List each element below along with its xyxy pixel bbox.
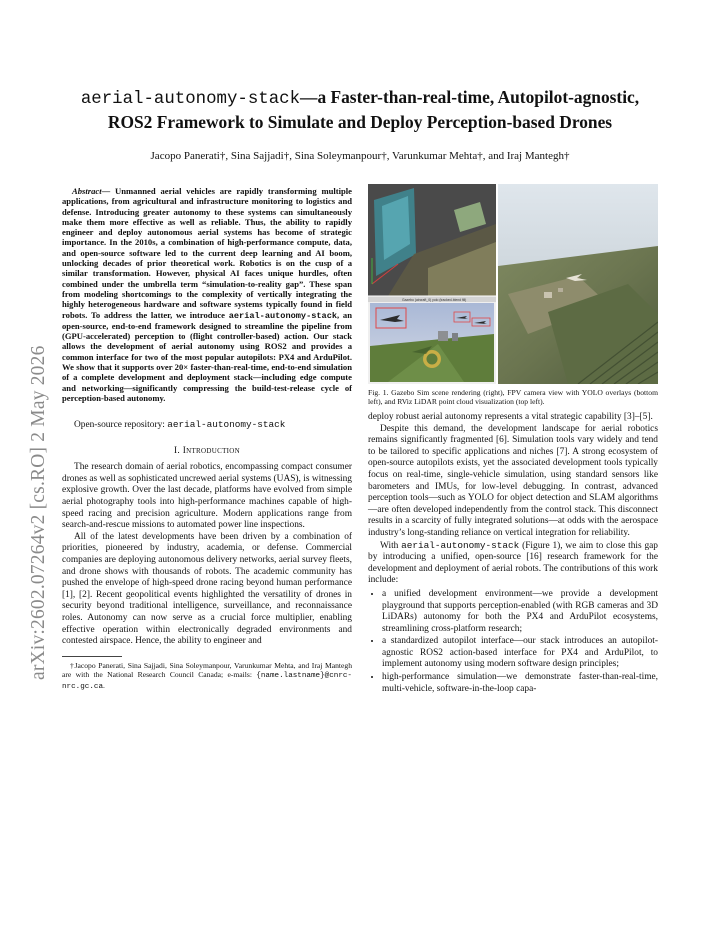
contributions-list (368, 589, 658, 695)
right-p2-b: (Figure 1), we aim to close this gap by introducing a unified, open-source [16] research framework for the development and deployment of aerial robots. The contributions of this work include: (368, 540, 658, 586)
repo-link[interactable]: aerial-autonomy-stack (167, 419, 286, 431)
authors: Jacopo Panerati†, Sina Sajjadi†, Sina Soleymanpour†, Varunkumar Mehta†, and Iraj Mantegh† (150, 150, 570, 162)
abstract-mono: aerial-autonomy-stack (228, 310, 338, 321)
figure-image (368, 184, 658, 384)
contribution-item: • high-performance simulation—we demonstrate faster-than-real-time, multi-vehicle, software-in-the-loop capa- (382, 672, 658, 695)
contribution-item: • a standardized autopilot interface—our stack introduces an autopilot-agnostic ROS2 action-based interface for PX4 and ArduPilot, to implement autonomy using modern software design principles; (382, 636, 658, 671)
right-paragraph-1: Despite this demand, the development landscape for aerial robotics remains significantly fragmented [6]. Simulation tools vary widely and tend to be tailored to specific applications and niches [7]. A strong ecosystem of open-source autopilots exists, yet the associated development tools typically focus on real-time, single-vehicle simulation, using standard sensors like barometers and IMUs, for low-level debugging. In contrast, advanced perception tools—such as YOLO for object detection and SLAM algorithms—are often developed independently from the control stack. This disconnect results in a scarcity of fully integrated solutions—at odds with the aerospace industry’s long-standing reliance on vertical integration for reliability. (368, 423, 658, 538)
fpv-camera-view (368, 296, 496, 384)
footnote-text: †Jacopo Panerati, Sina Sajjadi, Sina Soleymanpour, Varunkumar Mehta, and Iraj Mantegh are with the National Research Council Canada; e-mails: (62, 660, 352, 679)
figure-caption: Fig. 1. Gazebo Sim scene rendering (right), FPV camera view with YOLO overlays (bottom left), and RViz LiDAR point cloud visualization (top left). (368, 388, 658, 406)
fpv-window-title: Gazebo (aircraft_0) yolo (tracked-blend fill) (402, 297, 467, 302)
right-paragraph-0: deploy robust aerial autonomy represents a vital strategic capability [3]–[5]. (368, 412, 653, 422)
left-column (62, 186, 352, 692)
repo-line (74, 419, 352, 430)
intro-paragraph-1: The research domain of aerial robotics, encompassing compact consumer drones as well as sophisticated uncrewed aerial systems (UAS), is witnessing explosive growth. Over the last decade, platforms have evolved from simple aerial photography tools into high-performance machines capable of high-speed racing and precision agriculture. Modern applications range from search-and-rescue missions to automated power line inspections. (62, 462, 352, 531)
abstract-text-b: , an open-source, end-to-end framework designed to streamline the pipeline from (GPU-accelerated) perception to (flight controller-based) action. Our stack allows the development of aerial autonomy using ROS2 and provides a common interface for two of the most popular autopilots: PX4 and ArduPilot. We show that it supports over 20× faster-than-real-time, end-to-end simulation of a complete development and deployment stack—including edge compute and networking—significantly compressing the build-test-release cycle of perception-based autonomy. (62, 309, 352, 403)
abstract-text-a: Unmanned aerial vehicles are rapidly transforming multiple applications, from agricultural and infrastructure monitoring to logistics and defense. Introducing greater autonomy to these systems can simultaneously make them more effective as well as reliable. Thus, the ability to rapidly engineer and deploy autonomous aerial systems has become of strategic importance. In the 2010s, a combination of high-performance compute, data, and open-source software led to the current deep learning and AI boom, unlocking decades of prior theoretical work. Robotics is on the cusp of a similar transformation. However, physical AI faces unique hurdles, often combined under the umbrella term “simulation-to-reality gap”. These span from modeling shortcomings to the complexity of vertically integrating the highly heterogeneous hardware and software systems typically found in field robots. To address the latter, we introduce (62, 186, 352, 320)
contribution-item: • a unified development environment—we provide a development playground that supports perception-enabled (with RGB cameras and 3D LiDARs) autonomy for both the PX4 and ArduPilot ecosystems, streamlining cross-platform research; (382, 589, 658, 635)
section-heading: I. Introduction (174, 446, 240, 457)
gazebo-scene (498, 184, 658, 384)
footnote-rule (62, 656, 122, 657)
abstract (62, 186, 352, 403)
paper-title (60, 86, 660, 134)
right-p2-a: With (380, 540, 402, 551)
footnote-end: . (103, 680, 105, 690)
arxiv-stamp (8, 220, 48, 680)
right-paragraph-2 (368, 540, 658, 587)
abstract-lead: Abstract— (72, 186, 111, 196)
figure-1 (368, 184, 658, 384)
right-p2-mono: aerial-autonomy-stack (401, 539, 520, 551)
repo-label: Open-source repository: (74, 420, 168, 431)
title-mono: aerial-autonomy-stack (80, 90, 301, 109)
intro-paragraph-2: All of the latest developments have been driven by a combination of priorities, pioneered by industry, academia, or defense. Commercial companies are deploying autonomous delivery networks, aerial survey fleets, and drone shows with thousands of robots. The academic community has pushed the envelope of high-speed drone racing beyond human performance [1], [2]. Recent geopolitical events highlighted the versatility of drones in security beyond traditional intelligence, surveillance, and reconnaissance roles. Autonomy can now serve as a crucial force multiplier, enabling effective operation within electronically degraded environments and contested airspace. Hence, the ability to engineer and (62, 531, 352, 647)
rviz-pointcloud (368, 184, 496, 296)
footnote-email: {name.lastname}@cnrc-nrc.gc.ca (62, 671, 352, 691)
right-column (368, 186, 658, 696)
arxiv-id: arXiv:2602.07264v2 [cs.RO] 2 May 2026 (28, 345, 49, 680)
footnote (62, 661, 352, 692)
title-rest: —a Faster-than-real-time, Autopilot-agnostic, ROS2 Framework to Simulate and Deploy Perception-based Drones (107, 87, 640, 132)
